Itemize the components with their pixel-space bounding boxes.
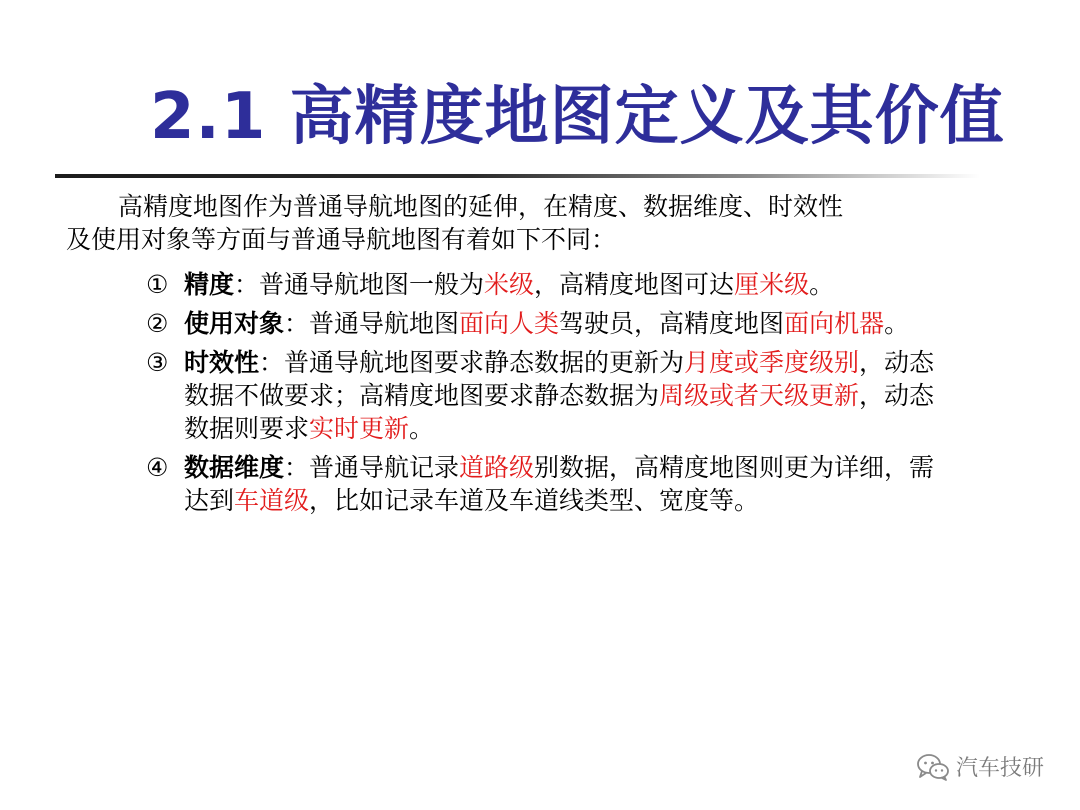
difference-points-list [146, 268, 946, 523]
slide-title: 2.1 高精度地图定义及其价值 [150, 80, 1005, 154]
point-item [146, 451, 946, 517]
highlighted-text: 厘米级 [734, 270, 810, 299]
intro-line-2: 及使用对象等方面与普通导航地图有着如下不同： [66, 225, 617, 254]
point-text: 别数据，高精度地图则更为详细，需达到 [184, 453, 935, 515]
point-text: ，高精度地图可达 [534, 270, 735, 299]
highlighted-text: 月度或季度级别 [684, 348, 860, 377]
point-text: ：普通导航地图一般为 [234, 270, 485, 299]
title-divider [55, 174, 980, 178]
point-text: 驾驶员，高精度地图 [559, 309, 785, 338]
point-text: 。 [809, 270, 835, 299]
point-text: 。 [884, 309, 910, 338]
point-number: ④ [146, 453, 169, 482]
point-number: ③ [146, 348, 169, 377]
highlighted-text: 车道级 [234, 486, 310, 515]
intro-paragraph [66, 190, 946, 256]
point-number: ② [146, 309, 169, 338]
highlighted-text: 面向人类 [459, 309, 560, 338]
point-text: ：普通导航地图要求静态数据的更新为 [259, 348, 685, 377]
point-text: ：普通导航地图 [284, 309, 460, 338]
wechat-icon [916, 752, 950, 782]
highlighted-text: 道路级 [459, 453, 535, 482]
point-text: 。 [409, 414, 435, 443]
point-text: ：普通导航记录 [284, 453, 460, 482]
highlighted-text: 实时更新 [309, 414, 410, 443]
highlighted-text: 米级 [484, 270, 535, 299]
point-text: ，动态数据则要求 [184, 381, 935, 443]
point-term: 精度 [184, 270, 235, 299]
point-item [146, 346, 946, 445]
point-term: 数据维度 [184, 453, 285, 482]
watermark [916, 751, 1044, 782]
highlighted-text: 周级或者天级更新 [659, 381, 860, 410]
watermark-label: 汽车技研 [955, 756, 1044, 781]
point-text: ，比如记录车道及车道线类型、宽度等。 [309, 486, 760, 515]
intro-line-1: 高精度地图作为普通导航地图的延伸，在精度、数据维度、时效性 [118, 192, 844, 221]
point-text: ，动态数据不做要求；高精度地图要求静态数据为 [184, 348, 935, 410]
point-term: 时效性 [184, 348, 260, 377]
point-item [146, 268, 946, 301]
point-item [146, 307, 946, 340]
point-term: 使用对象 [184, 309, 285, 338]
highlighted-text: 面向机器 [784, 309, 885, 338]
point-number: ① [146, 270, 169, 299]
